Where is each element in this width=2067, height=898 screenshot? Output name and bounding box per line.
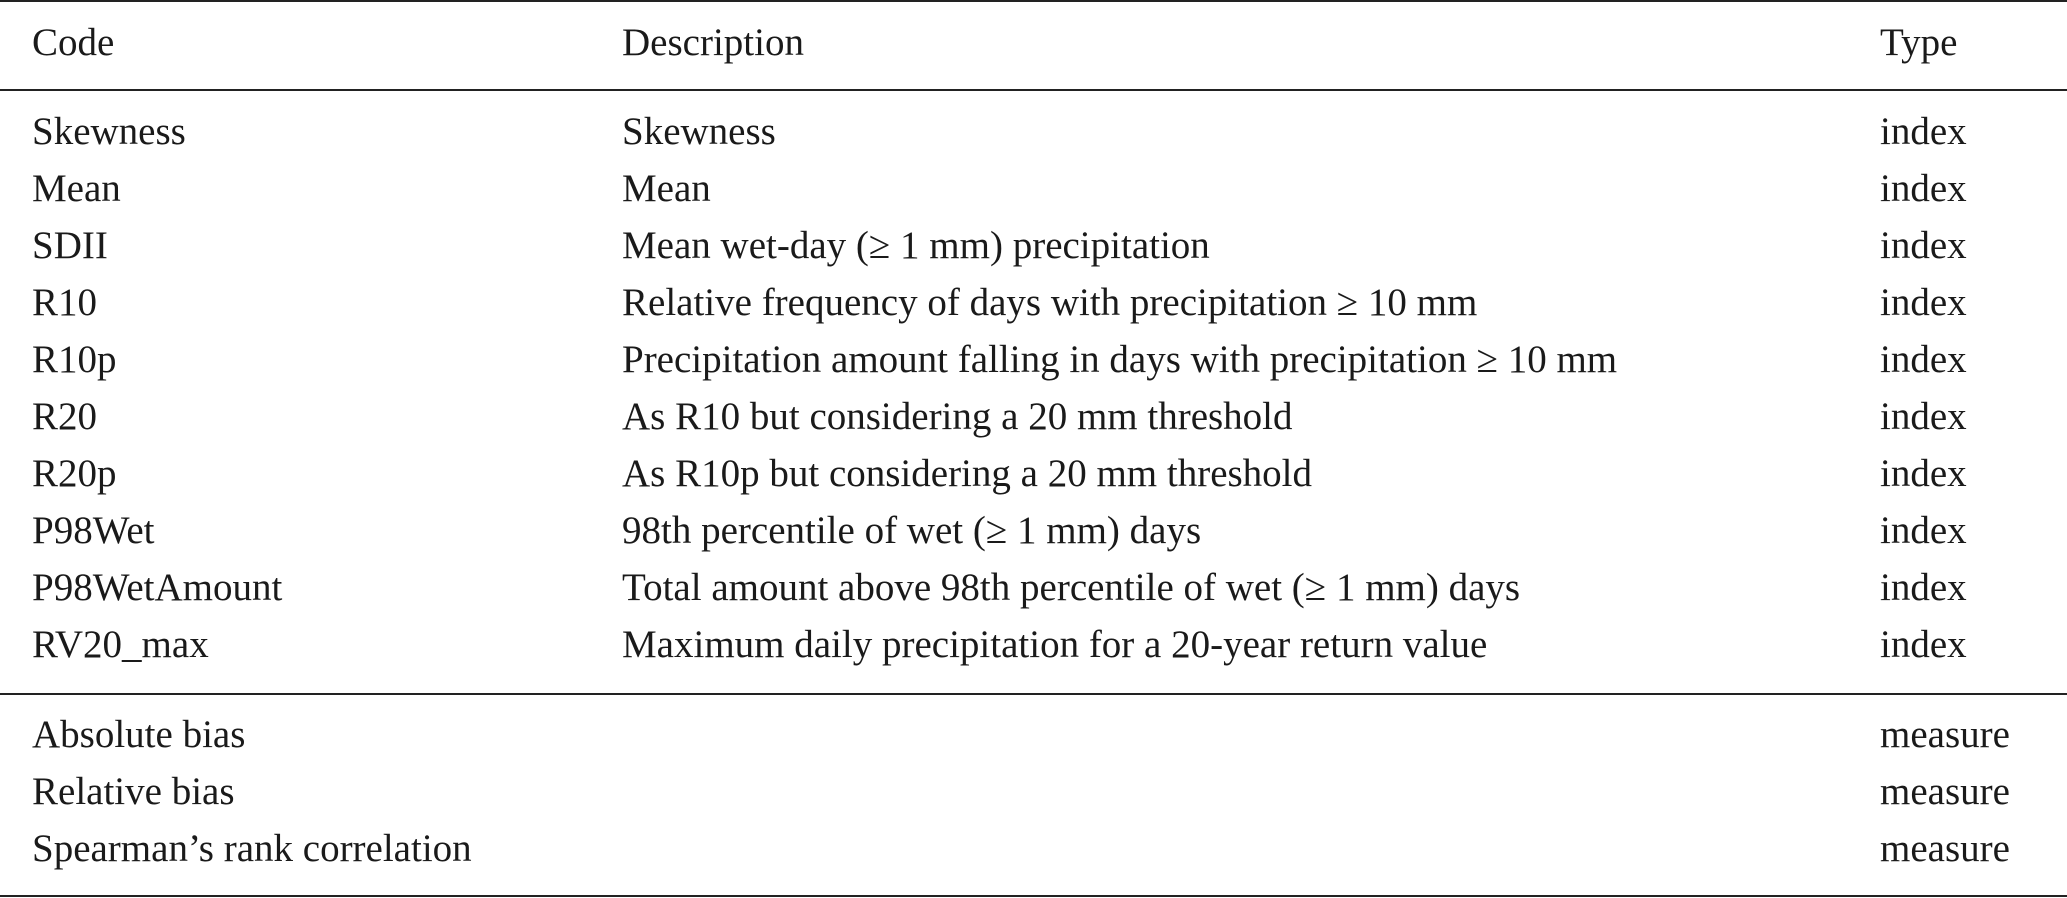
cell-type: index [1880, 224, 1967, 267]
cell-code: R10 [32, 281, 98, 324]
cell-code: R10p [32, 338, 117, 381]
cell-description: 98th percentile of wet (≥ 1 mm) days [622, 509, 1202, 552]
cell-description: Precipitation amount falling in days with precipitation ≥ 10 mm [622, 338, 1618, 381]
cell-code: Mean [32, 167, 121, 210]
cell-description: Mean wet-day (≥ 1 mm) precipitation [622, 224, 1210, 267]
cell-code: P98Wet [32, 509, 155, 552]
cell-type: index [1880, 623, 1967, 666]
header-type: Type [1880, 21, 1958, 64]
cell-type: index [1880, 452, 1967, 495]
table-row [0, 160, 2067, 217]
table-row [0, 331, 2067, 388]
table-bottom-rule [0, 895, 2067, 897]
cell-description: As R10 but considering a 20 mm threshold [622, 395, 1293, 438]
table-top-rule [0, 0, 2067, 2]
cell-code: RV20_max [32, 623, 209, 666]
cell-code: Relative bias [32, 770, 235, 813]
table-row [0, 388, 2067, 445]
table-row [0, 502, 2067, 559]
table-row [0, 706, 2067, 763]
table-section-rule [0, 693, 2067, 695]
table-row [0, 763, 2067, 820]
table-row [0, 820, 2067, 877]
cell-code: Spearman’s rank correlation [32, 827, 472, 870]
table-header-row [0, 14, 2067, 71]
cell-description: Maximum daily precipitation for a 20-year return value [622, 623, 1488, 666]
cell-type: measure [1880, 827, 2010, 870]
cell-code: Absolute bias [32, 713, 246, 756]
table-row [0, 103, 2067, 160]
cell-description: Relative frequency of days with precipitation ≥ 10 mm [622, 281, 1478, 324]
header-code: Code [32, 21, 115, 64]
table-row [0, 616, 2067, 673]
cell-description: Total amount above 98th percentile of wet (≥ 1 mm) days [622, 566, 1521, 609]
table-row [0, 445, 2067, 502]
cell-description: Skewness [622, 110, 776, 153]
cell-type: measure [1880, 713, 2010, 756]
cell-description: Mean [622, 167, 711, 210]
cell-type: index [1880, 281, 1967, 324]
cell-type: index [1880, 110, 1967, 153]
cell-code: P98WetAmount [32, 566, 283, 609]
table-row [0, 217, 2067, 274]
cell-type: index [1880, 167, 1967, 210]
cell-code: Skewness [32, 110, 186, 153]
cell-code: R20 [32, 395, 98, 438]
table-header-rule [0, 89, 2067, 91]
table-row [0, 274, 2067, 331]
header-description: Description [622, 21, 804, 64]
cell-type: index [1880, 509, 1967, 552]
cell-code: R20p [32, 452, 117, 495]
cell-type: index [1880, 395, 1967, 438]
cell-type: index [1880, 338, 1967, 381]
cell-type: index [1880, 566, 1967, 609]
cell-type: measure [1880, 770, 2010, 813]
table-row [0, 559, 2067, 616]
cell-description: As R10p but considering a 20 mm threshold [622, 452, 1313, 495]
cell-code: SDII [32, 224, 108, 267]
